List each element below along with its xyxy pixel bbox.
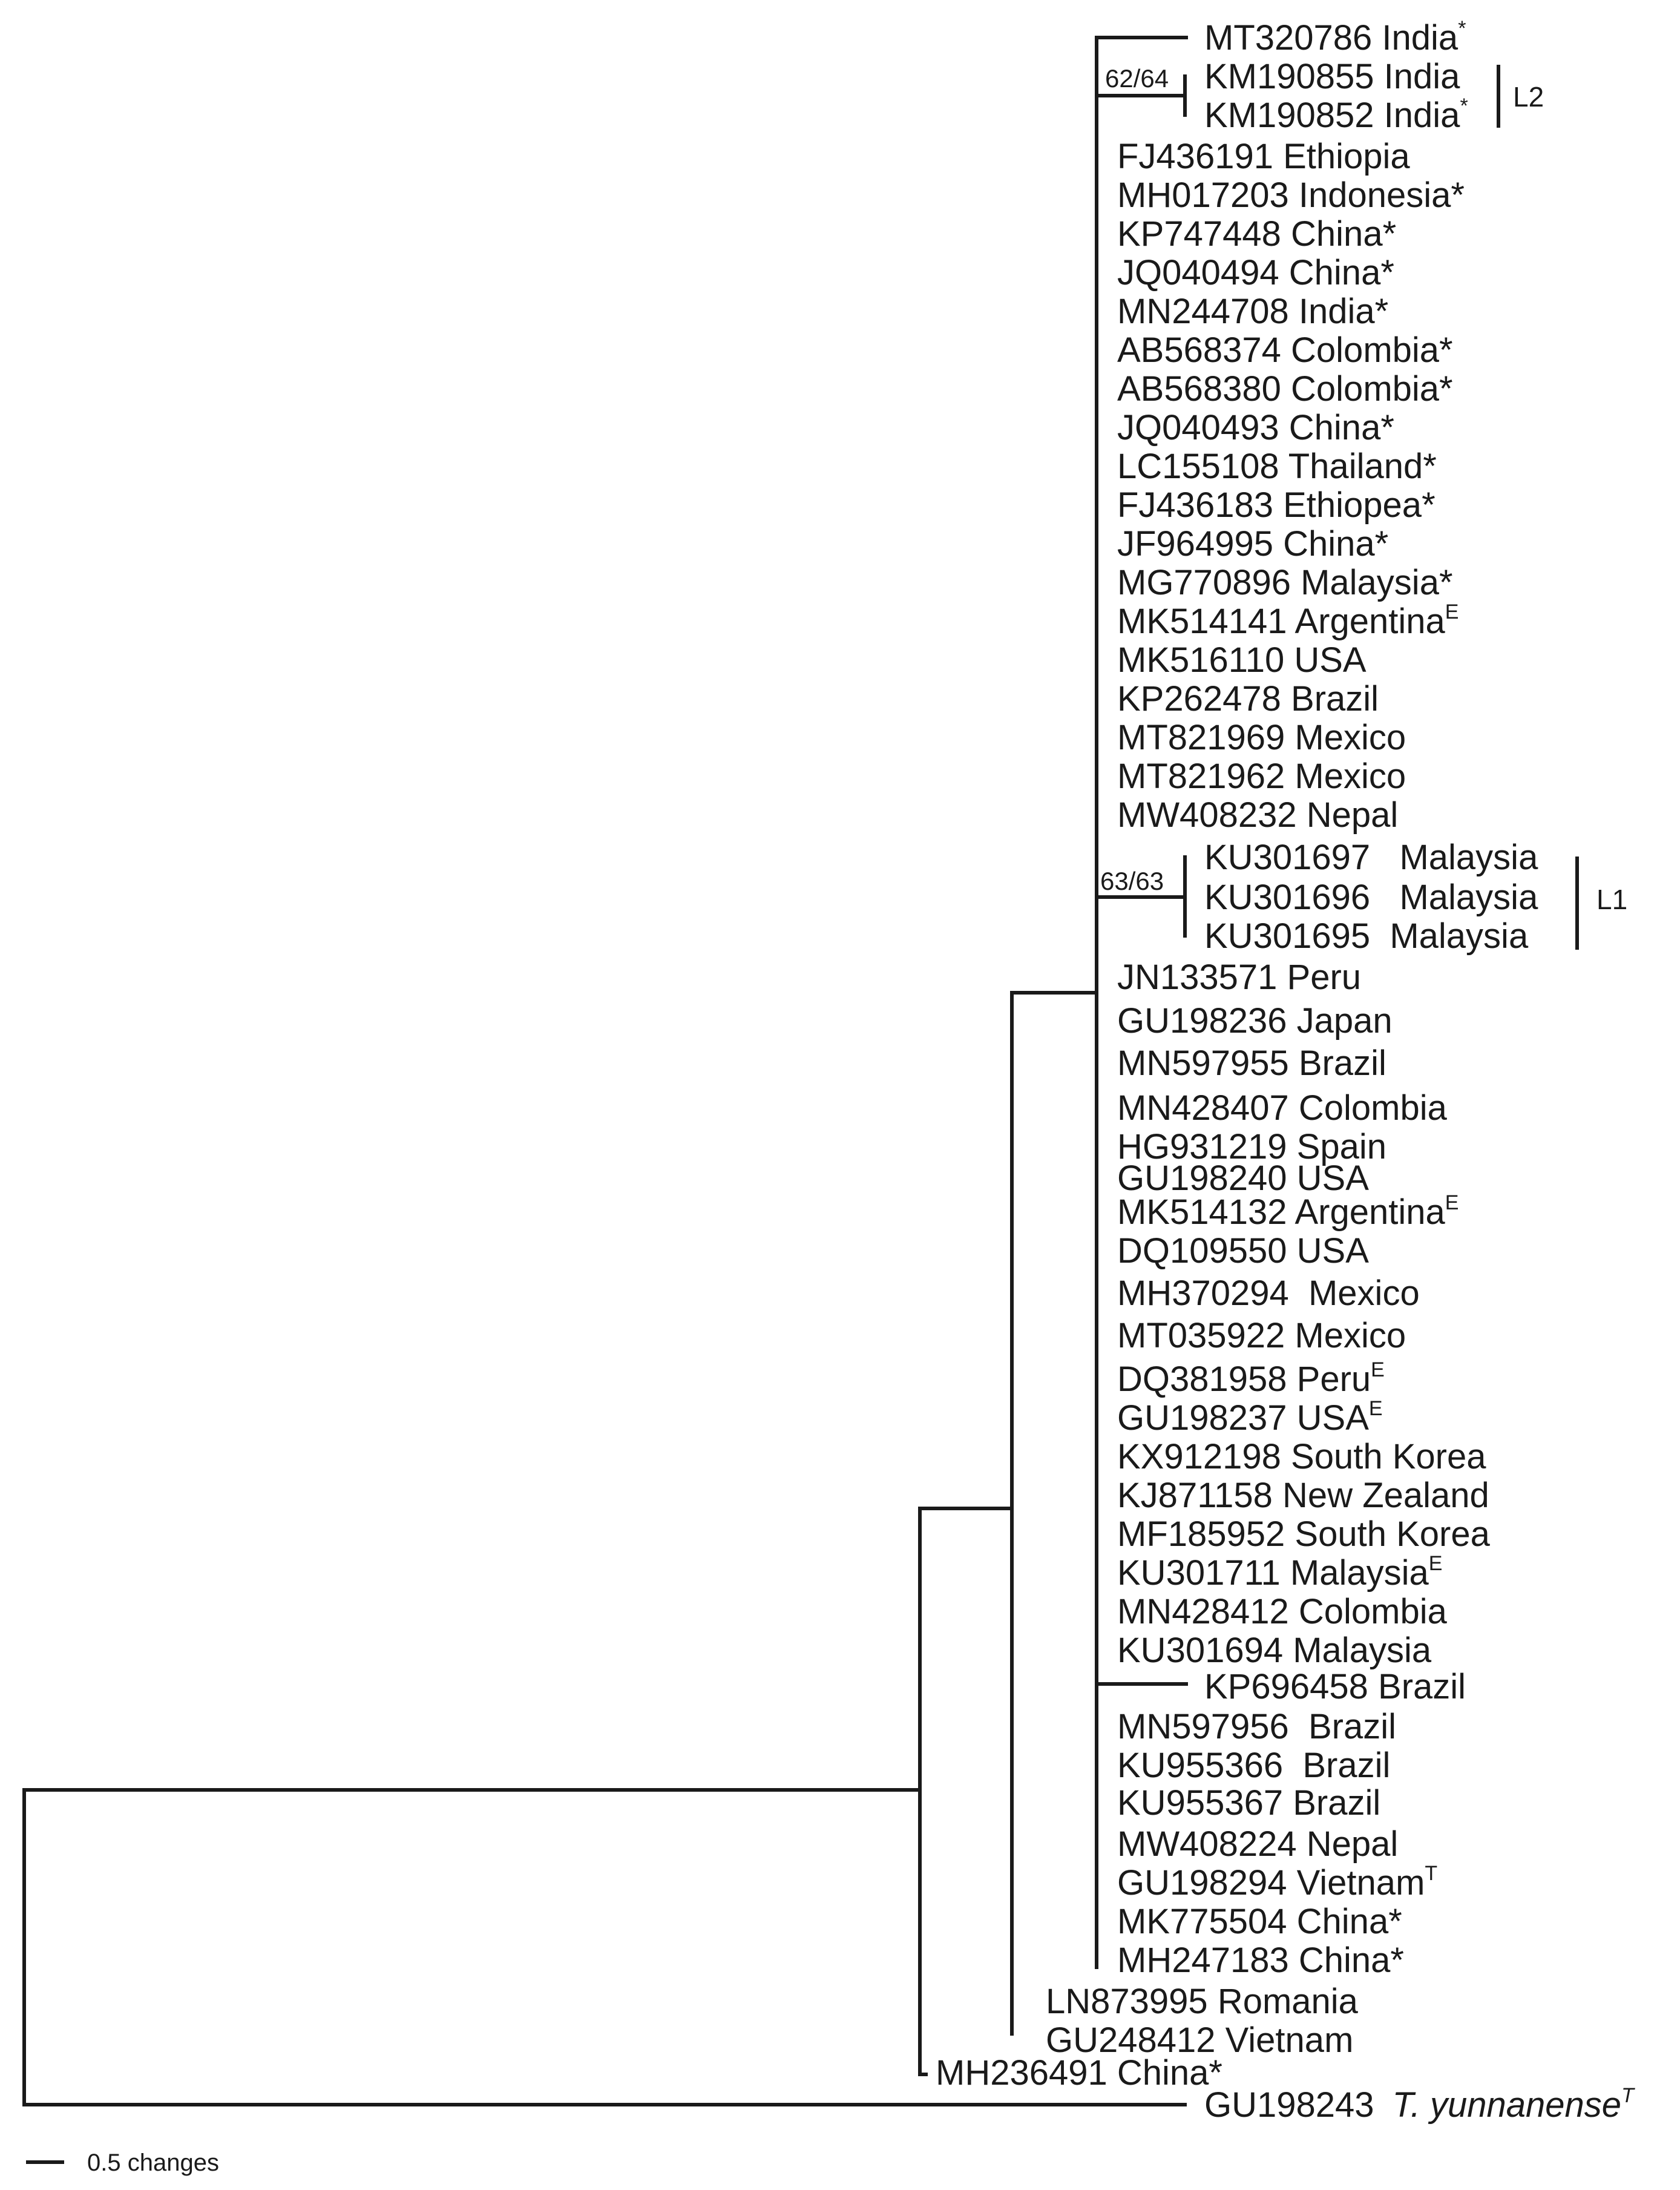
taxon-country: USA <box>1296 1159 1369 1198</box>
outgroup-accession: GU198243 <box>1204 2085 1374 2125</box>
taxon-country: China* <box>1283 524 1389 564</box>
taxon-accession: KJ871158 <box>1117 1476 1283 1515</box>
taxon-superscript: T <box>1425 1862 1438 1885</box>
taxon-country: Romania <box>1217 1982 1358 2021</box>
taxon-label-dq109550 <box>1117 1231 1369 1271</box>
taxon-country: Malaysia <box>1290 1553 1429 1593</box>
taxon-accession: KP262478 <box>1117 679 1291 718</box>
taxon-accession: AB568374 <box>1117 330 1291 370</box>
taxon-accession: GU248412 <box>1046 2021 1226 2060</box>
taxon-accession: KU955367 <box>1117 1783 1293 1823</box>
taxon-label-mh017203 <box>1117 176 1465 215</box>
taxon-accession: MT821962 <box>1117 757 1295 796</box>
taxon-accession: JF964995 <box>1117 524 1284 564</box>
taxon-label-gu198236 <box>1117 1001 1393 1041</box>
taxon-accession: KU301697 <box>1204 838 1400 877</box>
taxon-label-ku955367 <box>1117 1783 1380 1823</box>
taxon-country: Malaysia <box>1390 916 1529 956</box>
taxon-accession: LC155108 <box>1117 447 1288 486</box>
taxon-country: Ethiopia <box>1283 137 1410 176</box>
taxon-accession: KM190852 <box>1204 96 1384 135</box>
taxon-label-jq040494 <box>1117 253 1394 292</box>
taxon-label-ab568374 <box>1117 330 1453 370</box>
taxon-label-mn597956 <box>1117 1707 1396 1746</box>
taxon-label-mw408224 <box>1117 1824 1398 1864</box>
taxon-country: Colombia <box>1298 1088 1447 1128</box>
taxon-label-gu198237 <box>1117 1397 1383 1438</box>
taxon-country: Brazil <box>1378 1667 1466 1706</box>
taxon-label-ln873995 <box>1046 1982 1359 2021</box>
taxon-accession: KP696458 <box>1204 1667 1379 1706</box>
taxon-label-mt035922 <box>1117 1316 1406 1355</box>
taxon-superscript: E <box>1428 1552 1443 1575</box>
taxon-accession: KU301696 <box>1204 878 1400 917</box>
taxon-accession: MW408224 <box>1117 1824 1307 1864</box>
taxon-label-mg770896 <box>1117 563 1453 602</box>
taxon-accession: KU955366 <box>1117 1746 1303 1785</box>
taxon-country: USA <box>1296 1231 1369 1271</box>
taxon-label-jq040493 <box>1117 408 1394 447</box>
taxon-country: Mexico <box>1294 1316 1406 1355</box>
taxon-country: China* <box>1288 253 1394 292</box>
taxon-label-dq381958 <box>1117 1358 1385 1399</box>
taxon-country: New Zealand <box>1282 1476 1489 1515</box>
taxon-country: India* <box>1298 292 1389 331</box>
taxon-label-fj436191 <box>1117 137 1410 176</box>
taxon-accession: MT821969 <box>1117 718 1295 757</box>
taxon-country: Vietnam <box>1296 1863 1425 1902</box>
taxon-accession: GU198240 <box>1117 1159 1297 1198</box>
taxon-label-ab568380 <box>1117 369 1453 409</box>
taxon-accession: MN597956 <box>1117 1707 1308 1746</box>
taxon-country: Brazil <box>1308 1707 1397 1746</box>
taxon-accession: MK514132 <box>1117 1192 1295 1232</box>
taxon-accession: MK775504 <box>1117 1902 1297 1941</box>
taxon-label-mw408232 <box>1117 795 1398 835</box>
taxon-accession: KP747448 <box>1117 214 1291 254</box>
taxon-label-mt320786 <box>1204 17 1466 58</box>
taxon-country: India <box>1382 18 1459 58</box>
taxon-label-ku301695 <box>1204 916 1529 956</box>
taxon-country: China* <box>1117 2053 1222 2093</box>
bootstrap-l1: 63/63 <box>1100 867 1164 895</box>
taxon-country: China* <box>1291 214 1397 254</box>
taxon-accession: MG770896 <box>1117 563 1301 602</box>
taxon-label-km190855 <box>1204 57 1460 96</box>
taxon-label-mn597955 <box>1117 1044 1386 1083</box>
taxon-label-kx912198 <box>1117 1437 1486 1476</box>
taxon-country: Peru <box>1296 1360 1371 1399</box>
taxon-country: Vietnam <box>1225 2021 1354 2060</box>
taxon-country: Japan <box>1296 1001 1393 1041</box>
taxon-accession: MH370294 <box>1117 1274 1308 1313</box>
taxon-country: Mexico <box>1294 718 1406 757</box>
taxon-accession: GU198237 <box>1117 1398 1297 1438</box>
taxon-accession: GU198294 <box>1117 1863 1297 1902</box>
taxon-country: Mexico <box>1294 757 1406 796</box>
taxon-accession: MW408232 <box>1117 795 1307 835</box>
taxon-label-ku301696 <box>1204 878 1538 917</box>
taxon-superscript: E <box>1445 600 1459 623</box>
taxon-country: Argentina <box>1294 602 1445 641</box>
taxon-country: Ethiopea* <box>1283 485 1436 525</box>
taxon-country: China* <box>1288 408 1394 447</box>
taxon-label-mt821969 <box>1117 718 1406 757</box>
taxon-accession: GU198236 <box>1117 1001 1297 1041</box>
taxon-country: Nepal <box>1306 1824 1399 1864</box>
taxon-country: Peru <box>1287 958 1362 997</box>
taxon-label-mk514132 <box>1117 1191 1459 1232</box>
taxon-country: Nepal <box>1306 795 1399 835</box>
taxon-country: South Korea <box>1294 1514 1490 1554</box>
taxon-label-jf964995 <box>1117 524 1388 564</box>
taxon-accession: MK514141 <box>1117 602 1295 641</box>
taxon-accession: MT320786 <box>1204 18 1382 58</box>
taxon-label-ku301694 <box>1117 1631 1432 1670</box>
taxon-accession: AB568380 <box>1117 369 1291 409</box>
taxon-country: China* <box>1298 1941 1404 1980</box>
taxon-country: Brazil <box>1291 679 1379 718</box>
taxon-accession: MT035922 <box>1117 1316 1295 1355</box>
clade-label-l2: L2 <box>1513 81 1544 113</box>
taxon-accession: MK516110 <box>1117 640 1294 680</box>
taxon-accession: KX912198 <box>1117 1437 1291 1476</box>
taxon-label-lc155108 <box>1117 447 1437 486</box>
scale-bar-label: 0.5 changes <box>87 2149 219 2176</box>
outgroup-species: T. yunnanense <box>1392 2085 1622 2125</box>
taxon-accession: KU301711 <box>1117 1553 1290 1593</box>
clade-label-l1: L1 <box>1596 884 1628 915</box>
taxon-country: India <box>1383 96 1460 135</box>
taxon-country: Malaysia* <box>1301 563 1453 602</box>
taxon-label-gu198294 <box>1117 1862 1437 1902</box>
taxon-accession: LN873995 <box>1046 1982 1218 2021</box>
taxon-label-mn428407 <box>1117 1088 1448 1128</box>
taxon-accession: JN133571 <box>1117 958 1287 997</box>
taxon-country: Argentina <box>1294 1192 1445 1232</box>
taxon-accession: HG931219 <box>1117 1127 1297 1166</box>
taxon-country: Colombia <box>1298 1592 1447 1631</box>
taxon-accession: DQ381958 <box>1117 1360 1297 1399</box>
taxon-country: Colombia* <box>1291 330 1453 370</box>
taxon-country: Malaysia <box>1399 878 1538 917</box>
taxon-label-jn133571 <box>1117 958 1361 997</box>
taxon-label-kp262478 <box>1117 679 1379 718</box>
taxon-country: USA <box>1296 1398 1369 1438</box>
taxon-accession: MN428412 <box>1117 1592 1299 1631</box>
taxon-label-ku301697 <box>1204 838 1538 877</box>
taxa-labels <box>936 17 1538 2093</box>
taxon-accession: MN244708 <box>1117 292 1299 331</box>
taxon-accession: KM190855 <box>1204 57 1384 96</box>
taxon-country: Spain <box>1296 1127 1386 1166</box>
bootstrap-l2: 62/64 <box>1105 64 1169 93</box>
taxon-accession: FJ436183 <box>1117 485 1284 525</box>
taxon-label-km190852 <box>1204 94 1468 135</box>
taxon-country: India <box>1383 57 1460 96</box>
taxon-accession: KU301695 <box>1204 916 1390 956</box>
taxon-country: Thailand* <box>1288 447 1437 486</box>
taxon-superscript: * <box>1458 17 1466 40</box>
taxon-accession: DQ109550 <box>1117 1231 1297 1271</box>
taxon-label-kp747448 <box>1117 214 1396 254</box>
taxon-label-kp696458 <box>1204 1667 1466 1706</box>
taxon-label-mk514141 <box>1117 600 1459 641</box>
outgroup-superscript: T <box>1621 2084 1634 2107</box>
taxon-accession: KU301694 <box>1117 1631 1293 1670</box>
taxon-country: Mexico <box>1308 1274 1420 1313</box>
taxon-label-fj436183 <box>1117 485 1436 525</box>
taxon-superscript: * <box>1460 94 1468 117</box>
taxon-accession: MF185952 <box>1117 1514 1295 1554</box>
taxon-label-mn428412 <box>1117 1592 1448 1631</box>
taxon-accession: JQ040494 <box>1117 253 1289 292</box>
taxon-label-mk516110 <box>1117 640 1367 680</box>
taxon-country: China* <box>1296 1902 1402 1941</box>
taxon-label-kj871158 <box>1117 1476 1489 1515</box>
taxon-superscript: E <box>1445 1191 1459 1214</box>
taxon-label-mh247183 <box>1117 1941 1404 1980</box>
taxon-label-mh370294 <box>1117 1274 1420 1313</box>
taxon-country: South Korea <box>1291 1437 1486 1476</box>
taxon-accession: MN597955 <box>1117 1044 1299 1083</box>
taxon-label-mf185952 <box>1117 1514 1491 1554</box>
taxon-country: Malaysia <box>1399 838 1538 877</box>
taxon-country: USA <box>1294 640 1367 680</box>
taxon-accession: FJ436191 <box>1117 137 1284 176</box>
taxon-superscript: E <box>1371 1358 1385 1381</box>
taxon-label-mk775504 <box>1117 1902 1402 1941</box>
taxon-country: Indonesia* <box>1298 176 1465 215</box>
taxon-label-mh236491 <box>936 2053 1222 2093</box>
taxon-label-mn244708 <box>1117 292 1388 331</box>
taxon-label-mt821962 <box>1117 757 1406 796</box>
outgroup-label <box>1204 2084 1635 2125</box>
taxon-label-ku301711 <box>1117 1552 1442 1593</box>
taxon-country: Malaysia <box>1293 1631 1432 1670</box>
taxon-accession: MH017203 <box>1117 176 1299 215</box>
taxon-label-ku955366 <box>1117 1746 1390 1785</box>
taxon-country: Brazil <box>1298 1044 1386 1083</box>
taxon-accession: MN428407 <box>1117 1088 1299 1128</box>
taxon-country: Brazil <box>1302 1746 1391 1785</box>
taxon-accession: JQ040493 <box>1117 408 1289 447</box>
taxon-accession: MH247183 <box>1117 1941 1299 1980</box>
taxon-country: Colombia* <box>1291 369 1453 409</box>
taxon-superscript: E <box>1368 1397 1383 1420</box>
taxon-country: Brazil <box>1293 1783 1381 1823</box>
taxon-accession: MH236491 <box>936 2053 1117 2093</box>
